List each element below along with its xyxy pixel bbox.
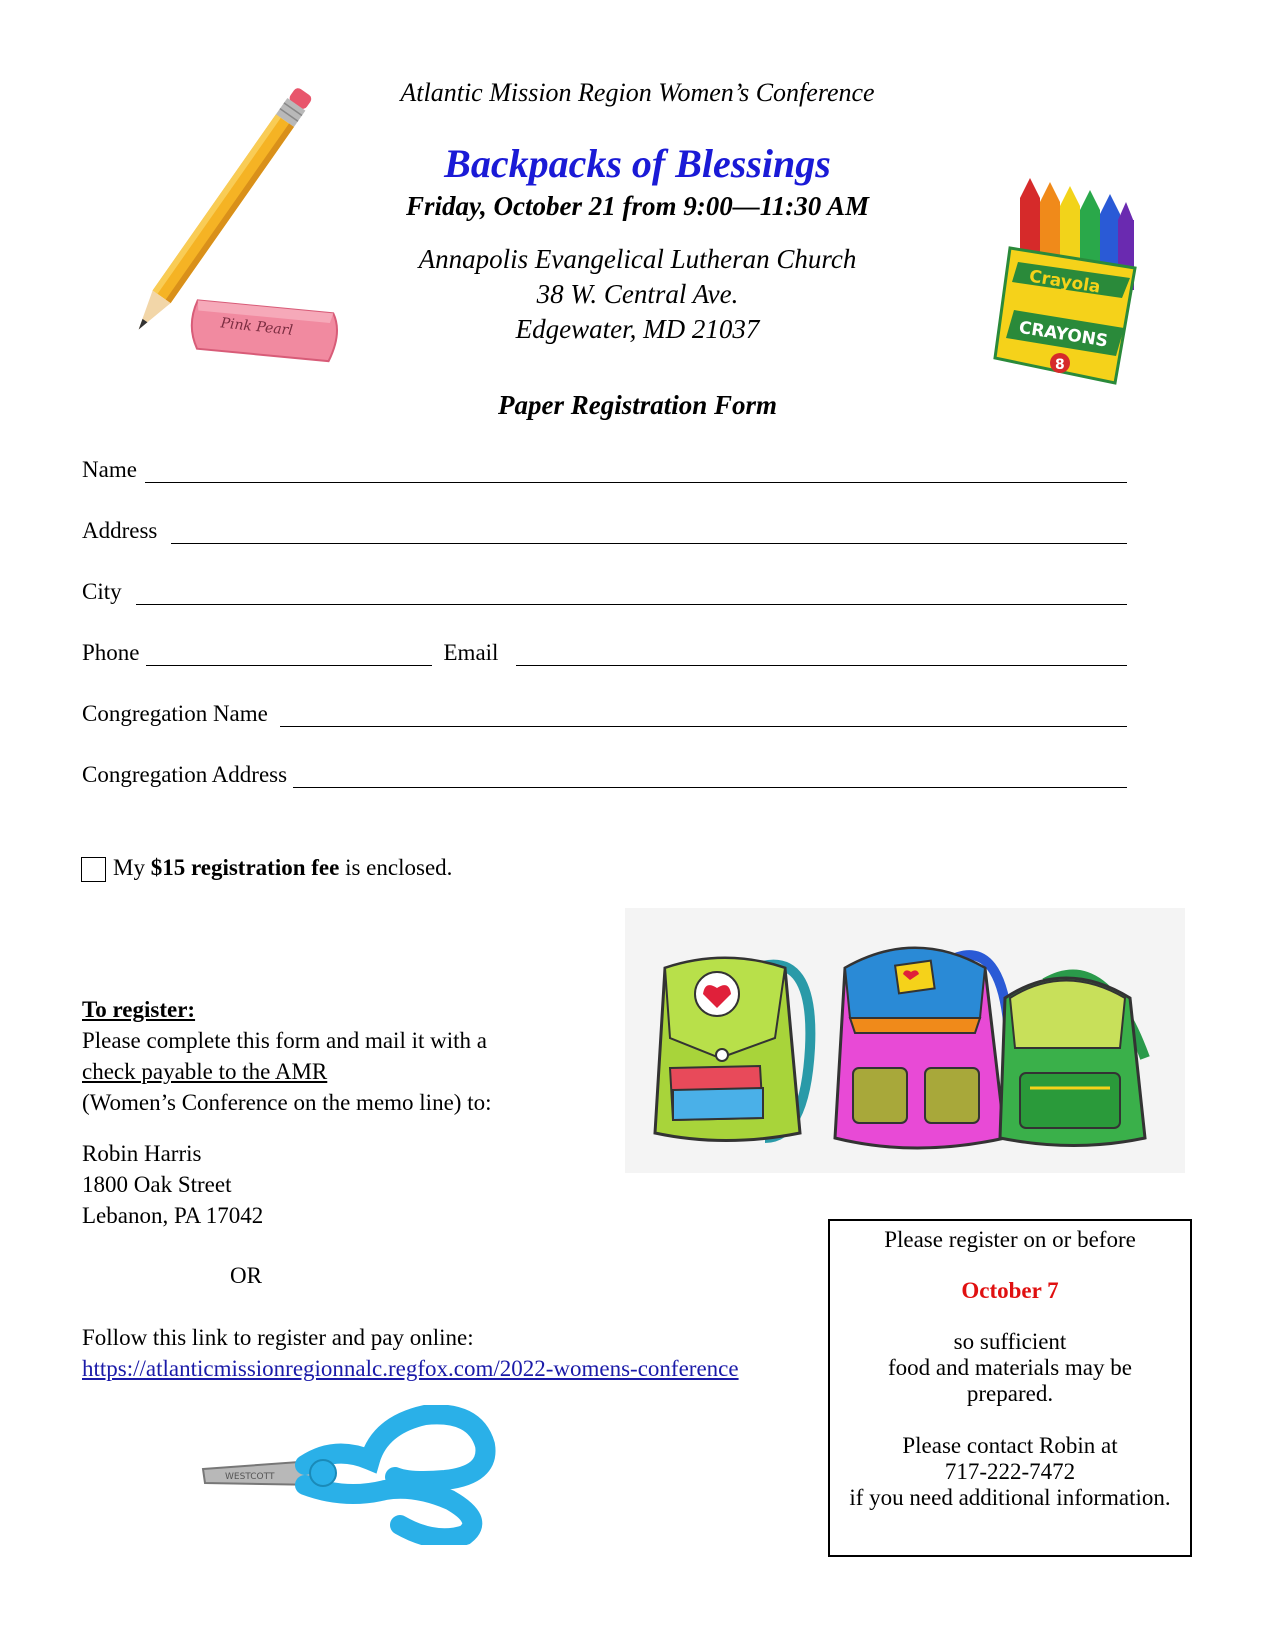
online-registration-link[interactable]: https://atlanticmissionregionnalc.regfox.com/2022-womens-conference <box>82 1356 739 1381</box>
info-line-2: so sufficient <box>953 1329 1067 1354</box>
address-label: Address <box>82 518 158 543</box>
register-line-2: check payable to the AMR <box>82 1059 328 1084</box>
event-title: Backpacks of Blessings <box>444 141 831 186</box>
congregation-address-label: Congregation Address <box>82 762 288 787</box>
fee-prefix: My <box>113 855 151 880</box>
address-field[interactable] <box>82 518 1127 544</box>
form-title: Paper Registration Form <box>497 390 778 420</box>
info-line-5: Please contact Robin at <box>902 1433 1118 1458</box>
phone-label: Phone <box>82 640 140 665</box>
fee-enclosed-checkbox[interactable] <box>81 857 106 882</box>
congregation-name-label: Congregation Name <box>82 701 268 726</box>
congregation-name-field[interactable] <box>82 701 1127 727</box>
or-separator: OR <box>230 1263 262 1288</box>
venue-street: 38 W. Central Ave. <box>536 279 739 309</box>
info-line-6: if you need additional information. <box>849 1485 1171 1510</box>
online-text: Follow this link to register and pay online: <box>82 1325 474 1350</box>
city-label: City <box>82 579 122 604</box>
fee-statement <box>113 855 452 881</box>
crayon-brand-text: Crayola <box>1027 266 1102 298</box>
phone-email-row <box>82 640 1127 666</box>
fee-suffix: is enclosed. <box>339 855 453 880</box>
info-line-3: food and materials may be <box>888 1355 1132 1380</box>
name-label: Name <box>82 457 137 482</box>
recipient-street: 1800 Oak Street <box>82 1172 232 1197</box>
scissors-icon <box>195 1405 505 1545</box>
venue-name: Annapolis Evangelical Lutheran Church <box>418 244 857 274</box>
congregation-name-line[interactable] <box>280 725 1127 727</box>
recipient-name: Robin Harris <box>82 1141 202 1166</box>
event-date: Friday, October 21 from 9:00—11:30 AM <box>406 191 869 221</box>
venue-city: Edgewater, MD 21037 <box>515 314 760 344</box>
info-line-1: Please register on or before <box>884 1227 1136 1252</box>
crayon-count-text: 8 <box>1055 357 1065 373</box>
deadline-date: October 7 <box>961 1278 1059 1303</box>
organization-name: Atlantic Mission Region Women’s Conference <box>400 78 875 107</box>
recipient-city: Lebanon, PA 17042 <box>82 1203 264 1228</box>
congregation-address-field[interactable] <box>82 762 1127 788</box>
congregation-address-line[interactable] <box>293 786 1127 788</box>
info-line-4: prepared. <box>966 1381 1054 1406</box>
deadline-info-box <box>828 1219 1192 1557</box>
email-label: Email <box>443 640 499 665</box>
email-line[interactable] <box>516 664 1127 666</box>
eraser-brand-text: Pink Pearl <box>219 315 294 339</box>
contact-phone: 717-222-7472 <box>944 1459 1076 1484</box>
backpacks-illustration <box>625 908 1185 1173</box>
city-line[interactable] <box>136 603 1127 605</box>
register-line-3: (Women’s Conference on the memo line) to: <box>82 1090 492 1115</box>
mailing-address <box>82 1138 263 1231</box>
fee-amount: $15 registration fee <box>150 855 340 880</box>
name-line[interactable] <box>145 481 1127 483</box>
scissors-brand-text: WESTCOTT <box>225 1472 275 1482</box>
register-line-1: Please complete this form and mail it with a <box>82 1028 487 1053</box>
city-field[interactable] <box>82 579 1127 605</box>
address-line[interactable] <box>171 542 1127 544</box>
crayon-label-text: CRAYONS <box>1017 317 1110 352</box>
register-heading: To register: <box>82 997 196 1022</box>
phone-line[interactable] <box>146 664 432 666</box>
register-instructions <box>82 994 642 1118</box>
name-field[interactable] <box>82 457 1127 483</box>
